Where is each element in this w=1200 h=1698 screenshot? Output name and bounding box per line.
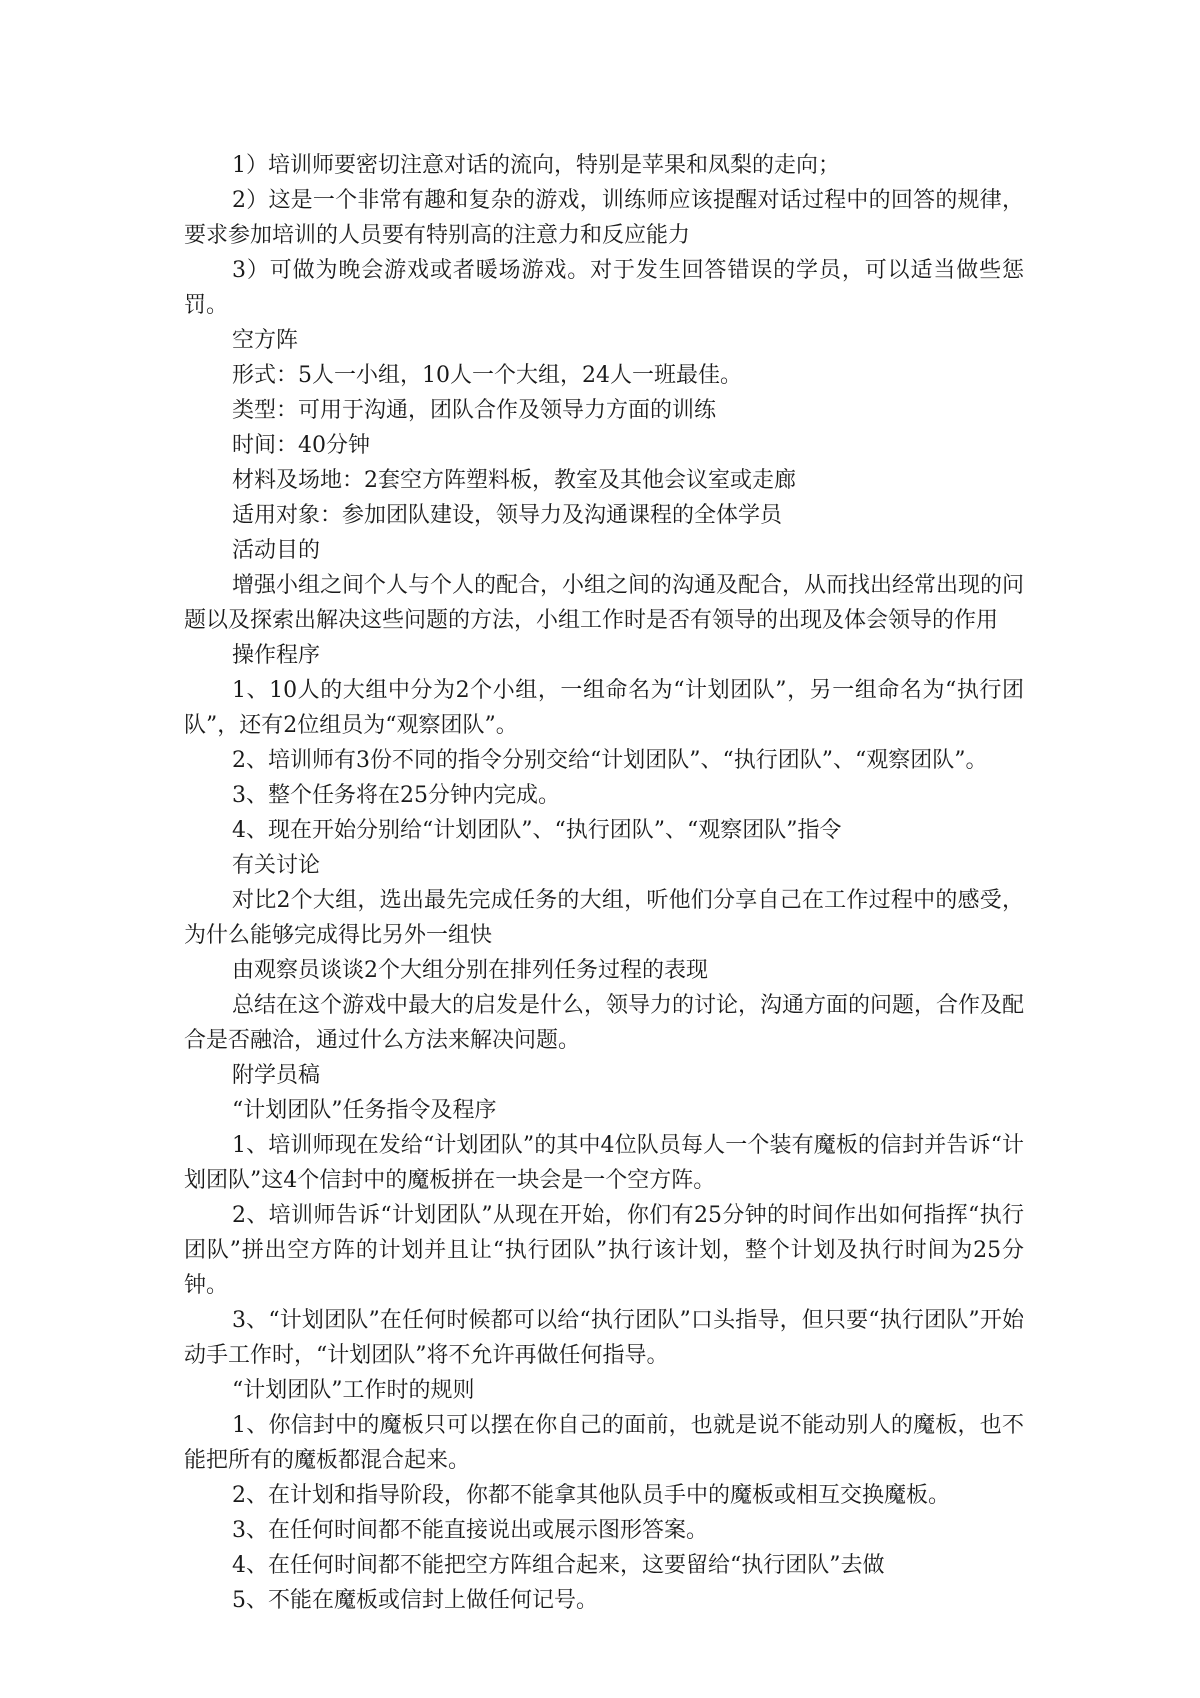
paragraph: 4、现在开始分别给“计划团队”、“执行团队”、“观察团队”指令 (232, 818, 842, 843)
paragraph: 增强小组之间个人与个人的配合，小组之间的沟通及配合，从而找出经常出现的问题以及探索出解决这些问题的方法，小组工作时是否有领导的出现及体会领导的作用 (184, 573, 1025, 633)
document-body (184, 148, 1024, 1618)
section-heading: 空方阵 (232, 328, 299, 353)
paragraph: 时间：40分钟 (232, 433, 370, 458)
paragraph: 2、在计划和指导阶段，你都不能拿其他队员手中的魔板或相互交换魔板。 (232, 1483, 950, 1508)
paragraph: 2、培训师告诉“计划团队”从现在开始，你们有25分钟的时间作出如何指挥“执行团队”拼出空方阵的计划并且让“执行团队”执行该计划，整个计划及执行时间为25分钟。 (184, 1203, 1024, 1298)
section-heading: 有关讨论 (232, 853, 321, 878)
paragraph: 4、在任何时间都不能把空方阵组合起来，这要留给“执行团队”去做 (232, 1553, 885, 1578)
paragraph: 形式：5人一小组，10人一个大组，24人一班最佳。 (232, 363, 742, 388)
paragraph: 1、10人的大组中分为2个小组，一组命名为“计划团队”，另一组命名为“执行团队”，还有2位组员为“观察团队”。 (184, 678, 1024, 738)
paragraph: 3）可做为晚会游戏或者暖场游戏。对于发生回答错误的学员，可以适当做些惩罚。 (184, 258, 1024, 318)
paragraph: 1）培训师要密切注意对话的流向，特别是苹果和凤梨的走向； (232, 153, 840, 178)
paragraph: 3、在任何时间都不能直接说出或展示图形答案。 (232, 1518, 708, 1543)
paragraph: 类型：可用于沟通，团队合作及领导力方面的训练 (232, 398, 717, 423)
section-heading: 附学员稿 (232, 1063, 321, 1088)
paragraph: 对比2个大组，选出最先完成任务的大组，听他们分享自己在工作过程中的感受，为什么能够完成得比另外一组快 (184, 888, 1024, 948)
paragraph: 总结在这个游戏中最大的启发是什么，领导力的讨论，沟通方面的问题，合作及配合是否融洽，通过什么方法来解决问题。 (184, 993, 1025, 1053)
paragraph: 3、整个任务将在25分钟内完成。 (232, 783, 560, 808)
section-heading: “计划团队”工作时的规则 (232, 1378, 475, 1403)
section-heading: 活动目的 (232, 538, 321, 563)
paragraph: 5、不能在魔板或信封上做任何记号。 (232, 1588, 598, 1613)
paragraph: 适用对象：参加团队建设，领导力及沟通课程的全体学员 (232, 503, 783, 528)
paragraph: 3、“计划团队”在任何时候都可以给“执行团队”口头指导，但只要“执行团队”开始动手工作时，“计划团队”将不允许再做任何指导。 (184, 1308, 1024, 1368)
section-heading: 操作程序 (232, 643, 321, 668)
paragraph: 2）这是一个非常有趣和复杂的游戏，训练师应该提醒对话过程中的回答的规律，要求参加培训的人员要有特别高的注意力和反应能力 (184, 188, 1024, 248)
paragraph: 材料及场地：2套空方阵塑料板，教室及其他会议室或走廊 (232, 468, 796, 493)
paragraph: 由观察员谈谈2个大组分别在排列任务过程的表现 (232, 958, 708, 983)
paragraph: 1、培训师现在发给“计划团队”的其中4位队员每人一个装有魔板的信封并告诉“计划团队”这4个信封中的魔板拼在一块会是一个空方阵。 (184, 1133, 1024, 1193)
section-heading: “计划团队”任务指令及程序 (232, 1098, 497, 1123)
paragraph: 2、培训师有3份不同的指令分别交给“计划团队”、“执行团队”、“观察团队”。 (232, 748, 988, 773)
paragraph: 1、你信封中的魔板只可以摆在你自己的面前，也就是说不能动别人的魔板，也不能把所有的魔板都混合起来。 (184, 1413, 1024, 1473)
